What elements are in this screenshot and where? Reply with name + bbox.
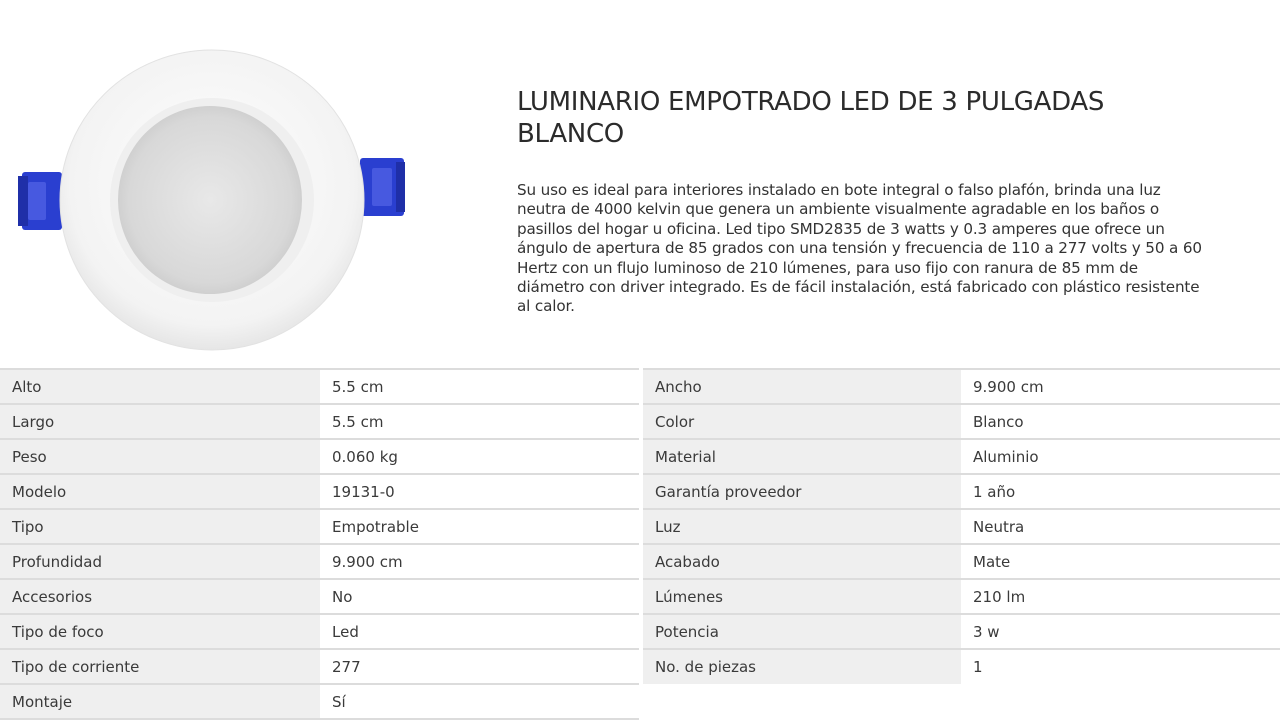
spec-value: 0.060 kg: [320, 439, 639, 474]
spec-label: Luz: [643, 509, 961, 544]
right-clip: [360, 158, 405, 216]
product-title: LUMINARIO EMPOTRADO LED DE 3 PULGADAS BLANCO: [517, 87, 1105, 149]
spec-label: Tipo: [0, 509, 320, 544]
table-row: [0, 614, 639, 649]
spec-label: Montaje: [0, 684, 320, 719]
spec-value: Empotrable: [320, 509, 639, 544]
table-row: [0, 439, 639, 474]
table-row: [0, 579, 639, 614]
spec-label: Ancho: [643, 369, 961, 404]
product-image: [0, 30, 430, 360]
spec-value: Blanco: [961, 404, 1280, 439]
spec-label: Lúmenes: [643, 579, 961, 614]
left-clip: [18, 172, 62, 230]
spec-value: Sí: [320, 684, 639, 719]
spec-label: Acabado: [643, 544, 961, 579]
spec-value: 1 año: [961, 474, 1280, 509]
spec-label: Peso: [0, 439, 320, 474]
table-row: [0, 544, 639, 579]
spec-label: Profundidad: [0, 544, 320, 579]
spec-value: 210 lm: [961, 579, 1280, 614]
spec-label: Accesorios: [0, 579, 320, 614]
spec-value: 3 w: [961, 614, 1280, 649]
spec-label: Tipo de foco: [0, 614, 320, 649]
table-row: [643, 614, 1280, 649]
spec-label: Material: [643, 439, 961, 474]
spec-value: Neutra: [961, 509, 1280, 544]
spec-value: Mate: [961, 544, 1280, 579]
spec-label: Modelo: [0, 474, 320, 509]
table-row: [643, 649, 1280, 684]
spec-value: 9.900 cm: [320, 544, 639, 579]
table-row: [643, 474, 1280, 509]
table-row: [643, 439, 1280, 474]
table-row: [0, 474, 639, 509]
spec-label: Largo: [0, 404, 320, 439]
spec-label: Tipo de corriente: [0, 649, 320, 684]
spec-value: 5.5 cm: [320, 369, 639, 404]
table-row: [643, 544, 1280, 579]
spec-value: Aluminio: [961, 439, 1280, 474]
table-row: [643, 509, 1280, 544]
spec-value: 1: [961, 649, 1280, 684]
spec-value: 9.900 cm: [961, 369, 1280, 404]
table-row: [643, 579, 1280, 614]
table-row: [643, 369, 1280, 404]
spec-label: Color: [643, 404, 961, 439]
spec-label: Alto: [0, 369, 320, 404]
spec-label: Potencia: [643, 614, 961, 649]
spec-label: Garantía proveedor: [643, 474, 961, 509]
round-led-downlight-icon: [0, 30, 430, 360]
table-row: [0, 369, 639, 404]
table-row: [0, 649, 639, 684]
spec-value: 5.5 cm: [320, 404, 639, 439]
spec-value: No: [320, 579, 639, 614]
table-row: [0, 509, 639, 544]
table-row: [0, 684, 639, 719]
table-row: [0, 404, 639, 439]
spec-value: 19131-0: [320, 474, 639, 509]
spec-value: 277: [320, 649, 639, 684]
spec-label: No. de piezas: [643, 649, 961, 684]
spec-value: Led: [320, 614, 639, 649]
spec-table-right: [643, 368, 1280, 684]
product-description: Su uso es ideal para interiores instalado en bote integral o falso plafón, brinda una luz neutra de 4000 kelvin que genera un ambiente visualmente agradable en los baños o pasillos del hogar u oficina. Led tipo SMD2835 de 3 watts y 0.3 amperes que ofrece un ángulo de apertura de 85 grados con una tensión y frecuencia de 110 a 277 volts y 50 a 60 Hertz con un flujo luminoso de 210 lúmenes, para uso fijo con ranura de 85 mm de diámetro con driver integrado. Es de fácil instalación, está fabricado con plástico resistente al calor.: [517, 181, 1202, 316]
spec-table-left: [0, 368, 639, 720]
table-row: [643, 404, 1280, 439]
